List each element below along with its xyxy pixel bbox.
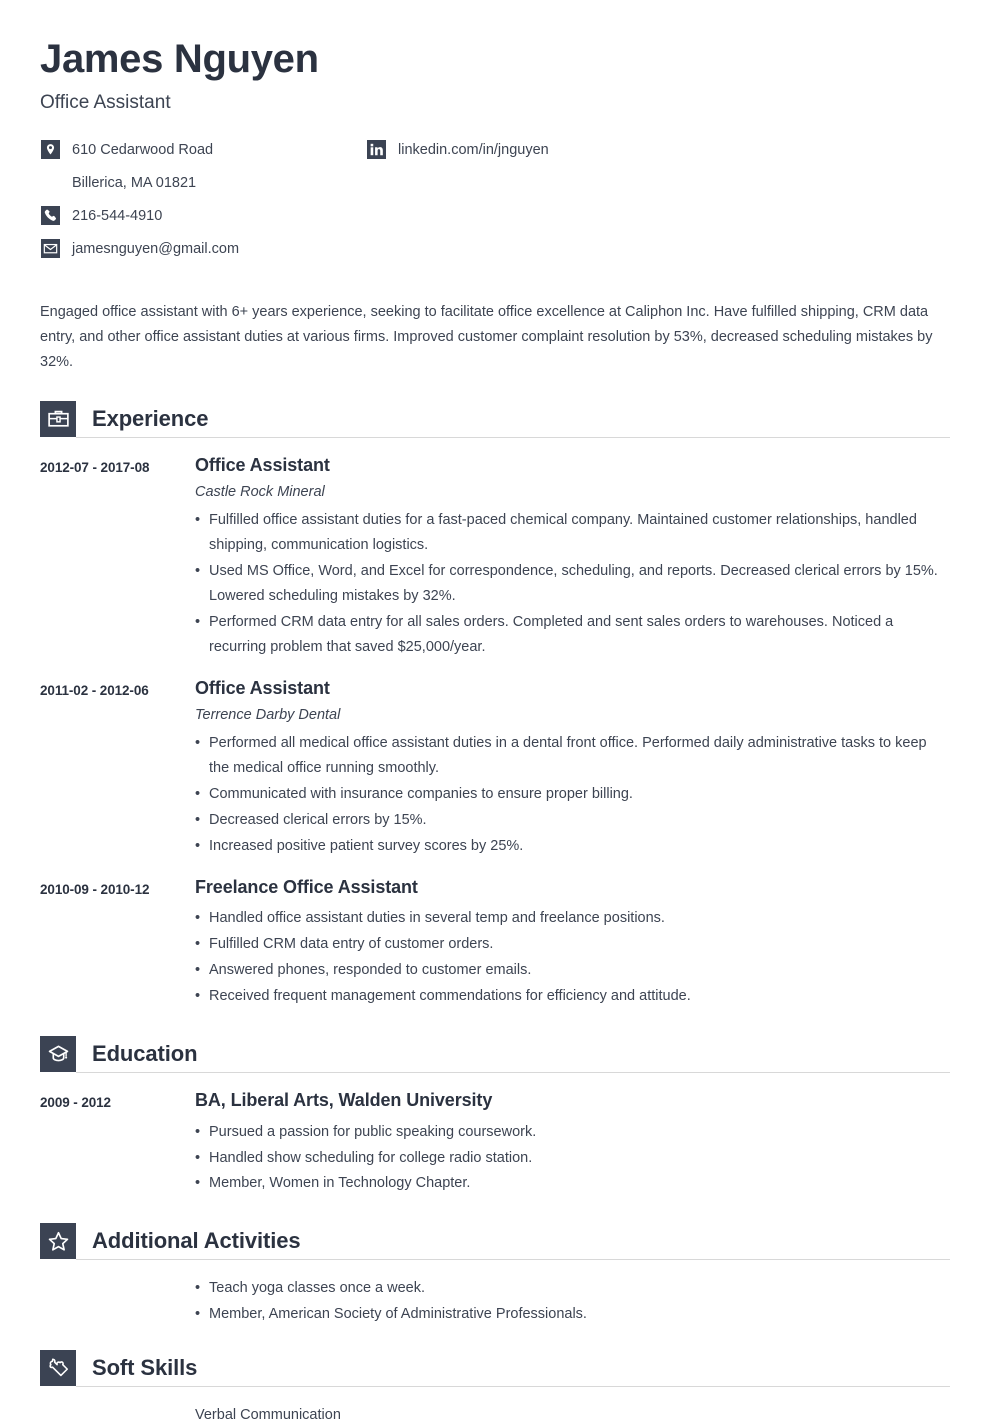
section-header-experience — [40, 401, 950, 437]
entry-body — [195, 454, 950, 661]
phone-icon — [40, 205, 61, 226]
entry-dates: 2011-02 - 2012-06 — [40, 683, 149, 698]
section-header-soft-skills — [40, 1350, 950, 1386]
entry-dates: 2012-07 - 2017-08 — [40, 459, 150, 475]
contact-column-left — [40, 138, 366, 270]
section-title-soft-skills: Soft Skills — [92, 1355, 198, 1381]
contact-block — [40, 138, 950, 270]
section-soft-skills — [40, 1350, 950, 1428]
entry-organization: Castle Rock Mineral — [195, 484, 325, 501]
job-title: Office Assistant — [40, 92, 171, 113]
list-item: • Increased positive patient survey scores by 25%. — [195, 834, 950, 859]
list-item: • Received frequent management commendations for efficiency and attitude. — [195, 984, 950, 1009]
star-icon — [40, 1223, 76, 1259]
entry-bullet-list — [195, 731, 950, 859]
professional-summary: Engaged office assistant with 6+ years experience, seeking to facilitate office excellence at Caliphon Inc. Have fulfilled shipping, CRM data entry, and other office assistant duties at various firms. Improved customer complaint resolution by 53%, decreased scheduling mistakes by 32%. — [40, 303, 933, 370]
entry-dates: 2009 - 2012 — [40, 1095, 111, 1111]
list-item: • Fulfilled CRM data entry of customer orders. — [195, 932, 950, 957]
list-item: • Decreased clerical errors by 15%. — [195, 808, 950, 833]
linkedin-url[interactable]: linkedin.com/in/jnguyen — [398, 142, 549, 158]
entry-body — [195, 677, 950, 860]
map-pin-icon — [40, 139, 61, 160]
entry-body — [195, 1403, 950, 1428]
resume-header — [40, 38, 950, 270]
entry-dates-empty — [40, 1276, 195, 1282]
entry-title: BA, Liberal Arts, Walden University — [195, 1090, 493, 1111]
list-item: • Performed all medical office assistant duties in a dental front office. Performed daily administrative tasks to keep the medical office running smoothly. — [195, 731, 950, 781]
contact-phone — [40, 204, 366, 229]
contact-email — [40, 237, 366, 262]
list-item: • Member, American Society of Administrative Professionals. — [195, 1302, 950, 1327]
linkedin-icon — [366, 139, 387, 160]
list-item: • Pursued a passion for public speaking coursework. — [195, 1120, 950, 1145]
entry-dates-empty — [40, 1403, 195, 1409]
phone-number[interactable]: 216-544-4910 — [72, 207, 163, 224]
section-title-experience: Experience — [92, 405, 209, 431]
entry-bullet-list — [195, 508, 950, 660]
entry-bullet-list — [195, 906, 950, 1009]
soft-skills-entry — [40, 1403, 950, 1428]
address-line-1: 610 Cedarwood Road — [72, 142, 214, 158]
envelope-icon — [40, 238, 61, 259]
section-header-education — [40, 1036, 950, 1072]
list-item: • Handled office assistant duties in several temp and freelance positions. — [195, 906, 950, 931]
list-item: • Used MS Office, Word, and Excel for correspondence, scheduling, and reports. Decreased clerical errors by 15%. Lowered scheduling mistakes by 32%. — [195, 559, 950, 609]
entry-body — [195, 1089, 950, 1197]
experience-entry — [40, 876, 950, 1010]
section-divider — [76, 1259, 950, 1260]
section-education — [40, 1036, 950, 1197]
list-item: • Teach yoga classes once a week. — [195, 1276, 950, 1301]
contact-address — [40, 138, 366, 163]
entry-title: Office Assistant — [195, 678, 330, 698]
entry-bullet-list — [195, 1276, 950, 1327]
section-title-additional-activities: Additional Activities — [92, 1228, 301, 1254]
contact-linkedin — [366, 138, 950, 163]
entry-title: Freelance Office Assistant — [195, 877, 418, 898]
puzzle-heart-icon — [40, 1350, 76, 1386]
list-item: • Performed CRM data entry for all sales orders. Completed and sent sales orders to warehouses. Noticed a recurring problem that saved $25,000/year. — [195, 610, 950, 660]
education-entry — [40, 1089, 950, 1197]
list-item: • Communicated with insurance companies to ensure proper billing. — [195, 782, 950, 807]
list-item: • Member, Women in Technology Chapter. — [195, 1171, 950, 1196]
experience-entry — [40, 454, 950, 661]
address-line-2: Billerica, MA 01821 — [72, 174, 197, 191]
entry-body — [195, 1276, 950, 1328]
entry-organization: Terrence Darby Dental — [195, 707, 341, 724]
entry-body — [195, 876, 950, 1010]
entry-title: Office Assistant — [195, 454, 330, 475]
soft-skill-item: Verbal Communication — [195, 1407, 341, 1424]
section-divider — [76, 1072, 950, 1073]
page-title: James Nguyen — [40, 37, 319, 81]
experience-entry — [40, 677, 950, 860]
email-address[interactable]: jamesnguyen@gmail.com — [72, 240, 240, 257]
section-divider — [76, 437, 950, 438]
entry-bullet-list — [195, 1120, 950, 1197]
list-item: • Fulfilled office assistant duties for a fast-paced chemical company. Maintained customer relationships, handled shipping, communication logistics. — [195, 508, 950, 558]
graduation-cap-icon — [40, 1036, 76, 1072]
section-experience — [40, 401, 950, 1010]
list-item: • Answered phones, responded to customer emails. — [195, 958, 950, 983]
section-title-education: Education — [92, 1041, 198, 1067]
section-header-additional-activities — [40, 1223, 950, 1259]
section-additional-activities — [40, 1223, 950, 1328]
list-item: • Handled show scheduling for college radio station. — [195, 1146, 950, 1171]
entry-dates: 2010-09 - 2010-12 — [40, 882, 150, 898]
briefcase-icon — [40, 401, 76, 437]
activities-entry — [40, 1276, 950, 1328]
section-divider — [76, 1386, 950, 1387]
contact-column-right — [366, 138, 950, 171]
